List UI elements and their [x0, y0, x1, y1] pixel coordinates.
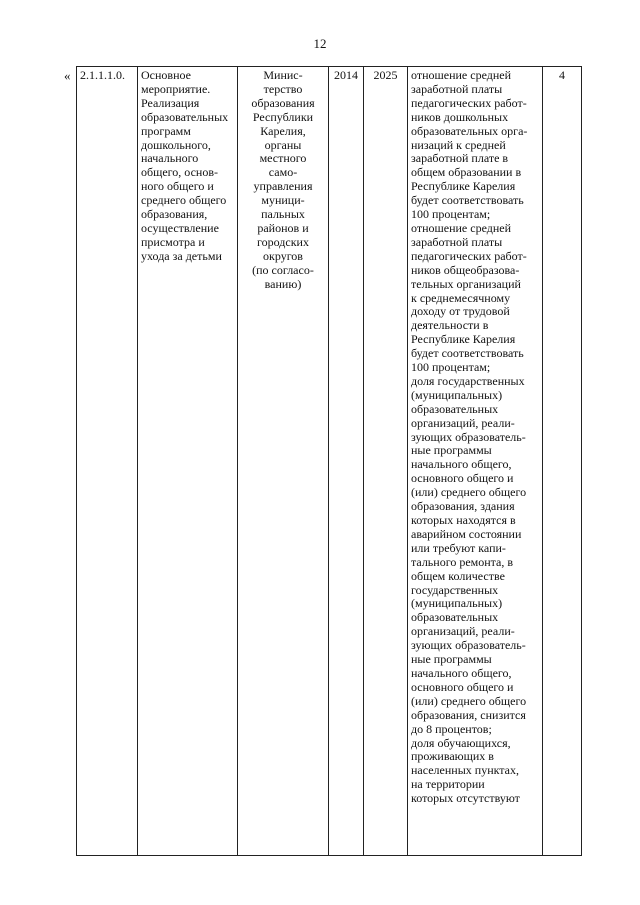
text-line: 100 процентам; — [411, 360, 491, 375]
text-line: заработной платы — [411, 234, 503, 249]
text-line: (муниципальных) — [411, 596, 503, 611]
text-line: Республике Карелия — [411, 179, 516, 194]
text-line: образования — [251, 95, 315, 110]
cell-code: 2.1.1.1.0. — [77, 67, 138, 856]
text-line: терство — [263, 81, 303, 96]
program-table — [76, 66, 582, 856]
text-line: присмотра и — [141, 234, 205, 249]
text-line: Основное — [141, 68, 191, 82]
text-line: общем образовании в — [411, 165, 522, 180]
text-line: педагогических работ- — [411, 248, 527, 263]
text-line: тального ремонта, в — [411, 554, 514, 569]
text-line: начального общего, — [411, 665, 512, 680]
text-line: зующих образователь- — [411, 638, 526, 653]
text-line: ников дошкольных — [411, 109, 509, 124]
text-line: общего, основ- — [141, 165, 219, 180]
text-line: Реализация — [141, 95, 200, 110]
text-line: общем количестве — [411, 568, 505, 583]
cell-executor — [238, 67, 329, 856]
text-line: проживающих в — [411, 749, 494, 764]
table-row — [77, 67, 582, 856]
text-line: образовательных — [141, 109, 229, 124]
text-line: образования, здания — [411, 499, 515, 514]
text-line: отношение средней — [411, 220, 512, 235]
text-line: органы — [264, 137, 302, 152]
text-line: основного общего и — [411, 679, 514, 694]
text-line: доходу от трудовой — [411, 304, 510, 319]
text-line: будет соответствовать — [411, 346, 524, 361]
text-line: районов и — [257, 220, 309, 235]
text-line: осуществление — [141, 220, 219, 235]
text-line: 100 процентам; — [411, 207, 491, 222]
text-line: городских — [257, 234, 309, 249]
text-line: организаций, реали- — [411, 415, 515, 430]
text-line: начального общего, — [411, 457, 512, 472]
text-line: Минис- — [263, 68, 303, 82]
text-line: тельных организаций — [411, 276, 521, 291]
text-line: деятельности в — [411, 318, 489, 333]
text-line: Республики — [252, 109, 314, 124]
text-line: государственных — [411, 582, 499, 597]
text-line: образовательных — [411, 610, 499, 625]
text-line: управления — [253, 179, 313, 194]
text-line: Карелия, — [260, 123, 306, 138]
page-number: 12 — [313, 36, 327, 51]
text-line: педагогических работ- — [411, 95, 527, 110]
text-line: образования, — [141, 207, 208, 222]
text-line: ванию) — [264, 276, 302, 291]
opening-quote: « — [64, 68, 71, 83]
cell-target-number: 4 — [543, 67, 582, 856]
text-line: зующих образователь- — [411, 429, 526, 444]
text-line: которых находятся в — [411, 513, 516, 527]
text-line: или требуют капи- — [411, 540, 506, 555]
cell-year-start: 2014 — [329, 67, 364, 856]
text-line: начального — [141, 151, 199, 166]
text-line: доля обучающихся, — [411, 735, 511, 750]
text-line: ные программы — [411, 652, 492, 667]
text-line: муници- — [261, 193, 305, 208]
text-line: ухода за детьми — [141, 248, 222, 263]
text-line: само- — [268, 165, 298, 180]
cell-indicators — [408, 67, 543, 856]
text-line: доля государственных — [411, 373, 525, 388]
cell-activity-name — [138, 67, 238, 856]
text-line: заработной плате в — [411, 151, 509, 166]
text-line: отношение средней — [411, 68, 512, 82]
text-line: ные программы — [411, 443, 492, 458]
text-line: программ — [141, 123, 191, 138]
text-line: (или) среднего общего — [411, 693, 527, 708]
text-line: основного общего и — [411, 471, 514, 486]
text-line: низаций к средней — [411, 137, 506, 152]
text-line: которых отсутствуют — [411, 791, 520, 806]
text-line: среднего общего — [141, 193, 227, 208]
text-line: аварийном состоянии — [411, 526, 522, 541]
text-line: образовательных орга- — [411, 123, 528, 138]
text-line: заработной платы — [411, 81, 503, 96]
text-line: дошкольного, — [141, 137, 211, 152]
text-line: округов — [263, 248, 303, 263]
text-line: образования, снизится — [411, 707, 526, 722]
text-line: будет соответствовать — [411, 193, 524, 208]
text-line: организаций, реали- — [411, 624, 515, 639]
text-line: ников общеобразова- — [411, 262, 520, 277]
text-line: мероприятие. — [141, 81, 211, 96]
text-line: до 8 процентов; — [411, 721, 492, 736]
text-line: пальных — [261, 207, 305, 222]
text-line: местного — [259, 151, 307, 166]
text-line: населенных пунктах, — [411, 763, 519, 778]
text-line: Республике Карелия — [411, 332, 516, 347]
text-line: на территории — [411, 777, 485, 792]
text-line: образовательных — [411, 401, 499, 416]
text-line: к среднемесячному — [411, 290, 511, 305]
cell-year-end: 2025 — [364, 67, 408, 856]
text-line: (по согласо- — [252, 262, 314, 277]
text-line: (или) среднего общего — [411, 485, 527, 500]
text-line: (муниципальных) — [411, 387, 503, 402]
text-line: ного общего и — [141, 179, 214, 194]
